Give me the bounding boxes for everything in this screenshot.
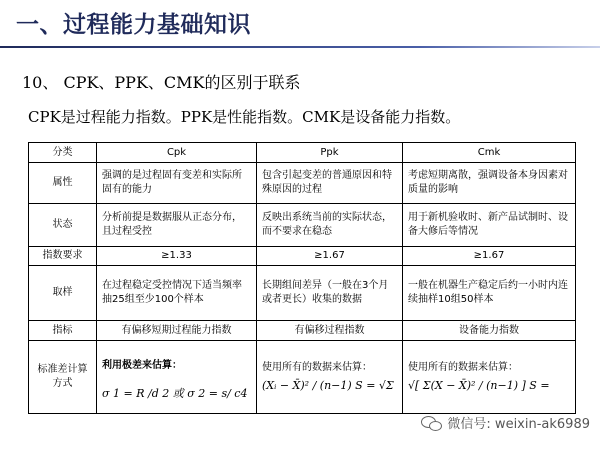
intro-text: CPK是过程能力指数。PPK是性能指数。CMK是设备能力指数。 (28, 108, 461, 126)
cell-cmk: ≥1.67 (403, 247, 576, 266)
ppk-formula: (Xᵢ − X̄)² / (n−1) S = √Σ (262, 379, 394, 392)
header-category: 分类 (29, 143, 97, 163)
row-label: 指数要求 (29, 247, 97, 266)
cmk-method-text: 使用所有的数据来估算： (408, 362, 518, 373)
wechat-icon (421, 415, 443, 431)
cell-ppk: ≥1.67 (257, 247, 403, 266)
cpk-method-text: 利用极差来估算： (102, 360, 182, 371)
cell-cpk: ≥1.33 (97, 247, 257, 266)
header-cmk: Cmk (403, 143, 576, 163)
table-row (29, 341, 576, 414)
row-label: 取样 (29, 266, 97, 321)
cell-cmk: 考虑短期离散，强调设备本身因素对质量的影响 (403, 163, 576, 204)
header-ppk: Ppk (257, 143, 403, 163)
row-label: 标准差计算方式 (29, 341, 97, 414)
row-label: 指标 (29, 321, 97, 341)
table-row (29, 266, 576, 321)
cmk-formula: √[ Σ(X − X̄)² / (n−1) ] S = (408, 379, 550, 392)
cpk-formula: σ 1 = R /d 2 或 σ 2 = s/ c4 (102, 387, 248, 400)
title-divider (0, 46, 600, 48)
cell-ppk (257, 341, 403, 414)
slide-title: 一、过程能力基础知识 (16, 12, 251, 38)
cell-cmk: 一般在机器生产稳定后约一小时内连续抽样10组50样本 (403, 266, 576, 321)
section-heading: 10、 CPK、PPK、CMK的区别于联系 (22, 73, 301, 92)
cell-cmk (403, 341, 576, 414)
cell-cpk: 强调的是过程固有变差和实际所固有的能力 (97, 163, 257, 204)
comparison-table (28, 142, 576, 414)
cell-cpk (97, 341, 257, 414)
cell-cmk: 用于新机验收时、新产品试制时、设备大修后等情况 (403, 204, 576, 247)
table-row (29, 321, 576, 341)
table-row (29, 163, 576, 204)
table-row (29, 247, 576, 266)
watermark-text: 微信号: weixin-ak6989 (447, 417, 590, 432)
header-cpk: Cpk (97, 143, 257, 163)
ppk-method-text: 使用所有的数据来估算： (262, 362, 372, 373)
cell-ppk: 包含引起变差的普通原因和特殊原因的过程 (257, 163, 403, 204)
row-label: 状态 (29, 204, 97, 247)
cell-cpk: 分析前提是数据服从正态分布，且过程受控 (97, 204, 257, 247)
row-label: 属性 (29, 163, 97, 204)
cell-ppk: 反映出系统当前的实际状态，而不要求在稳态 (257, 204, 403, 247)
cell-cpk: 在过程稳定受控情况下适当频率抽25组至少100个样本 (97, 266, 257, 321)
cell-cmk: 设备能力指数 (403, 321, 576, 341)
cell-ppk: 有偏移过程指数 (257, 321, 403, 341)
cell-cpk: 有偏移短期过程能力指数 (97, 321, 257, 341)
cell-ppk: 长期组间差异（一般在3个月或者更长）收集的数据 (257, 266, 403, 321)
table-row (29, 204, 576, 247)
table-header-row (29, 143, 576, 163)
watermark (421, 413, 590, 432)
